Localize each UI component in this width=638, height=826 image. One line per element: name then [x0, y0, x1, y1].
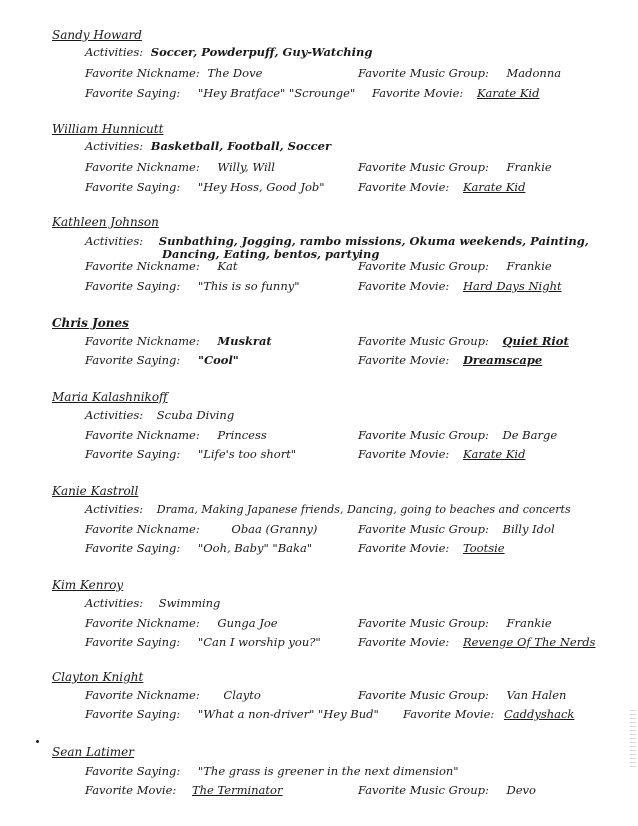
movie-row: [358, 635, 595, 649]
movie-row: [358, 353, 542, 367]
music-value: Frankie: [506, 160, 552, 174]
saying-value: "This is so funny": [197, 279, 300, 293]
nickname-label: Favorite Nickname:: [85, 160, 200, 174]
movie-label: Favorite Movie:: [358, 180, 450, 194]
music-label: Favorite Music Group:: [358, 783, 489, 797]
music-label: Favorite Music Group:: [358, 616, 489, 630]
nickname-row: [85, 428, 267, 442]
nickname-value: Willy, Will: [217, 160, 275, 174]
movie-row: [403, 707, 574, 721]
music-value: Billy Idol: [502, 522, 555, 536]
movie-value: Dreamscape: [462, 353, 543, 367]
activities-row: [85, 596, 220, 610]
saying-label: Favorite Saying:: [85, 180, 181, 194]
movie-value: Tootsie: [462, 541, 505, 555]
music-label: Favorite Music Group:: [358, 428, 489, 442]
nickname-row: [85, 688, 261, 702]
saying-label: Favorite Saying:: [85, 635, 181, 649]
saying-value: "The grass is greener in the next dimension": [197, 764, 459, 778]
student-name: Clayton Knight: [52, 670, 144, 684]
activities-row: [85, 408, 234, 422]
activities-value: Swimming: [158, 596, 221, 610]
nickname-value: Princess: [217, 428, 267, 442]
music-label: Favorite Music Group:: [358, 688, 489, 702]
movie-row: [358, 541, 505, 555]
nickname-value: Gunga Joe: [217, 616, 278, 630]
saying-label: Favorite Saying:: [85, 279, 181, 293]
activities-label: Activities:: [85, 234, 144, 248]
saying-label: Favorite Saying:: [85, 764, 181, 778]
movie-label: Favorite Movie:: [358, 279, 450, 293]
nickname-label: Favorite Nickname:: [85, 616, 200, 630]
music-row: [358, 66, 561, 80]
activities-label: Activities:: [85, 502, 144, 516]
movie-row: [372, 86, 539, 100]
saying-value: "Life's too short": [197, 447, 297, 461]
music-row: [358, 160, 552, 174]
nickname-row: [85, 66, 262, 80]
nickname-row: [85, 259, 237, 273]
music-label: Favorite Music Group:: [358, 334, 489, 348]
movie-value: Hard Days Night: [462, 279, 562, 293]
music-label: Favorite Music Group:: [358, 522, 489, 536]
movie-value: Caddyshack: [503, 707, 575, 721]
music-value: Frankie: [506, 616, 552, 630]
movie-row: [85, 783, 282, 797]
saying-label: Favorite Saying:: [85, 707, 181, 721]
movie-row: [358, 180, 525, 194]
music-label: Favorite Music Group:: [358, 160, 489, 174]
nickname-row: [85, 160, 275, 174]
activities-value: Soccer, Powderpuff, Guy-Watching: [150, 45, 373, 59]
music-label: Favorite Music Group:: [358, 259, 489, 273]
saying-row: [85, 635, 321, 649]
movie-value: Karate Kid: [462, 447, 526, 461]
nickname-label: Favorite Nickname:: [85, 522, 200, 536]
music-row: [358, 259, 552, 273]
saying-value: "Hey Bratface" "Scrounge": [197, 86, 356, 100]
activities-row: [85, 234, 589, 248]
nickname-value: Obaa (Granny): [231, 522, 318, 536]
activities-row: [85, 502, 571, 516]
saying-row: [85, 541, 312, 555]
student-name: William Hunnicutt: [52, 122, 164, 136]
movie-value: Karate Kid: [476, 86, 540, 100]
nickname-label: Favorite Nickname:: [85, 688, 200, 702]
movie-row: [358, 447, 525, 461]
saying-row: [85, 447, 296, 461]
music-value: Quiet Riot: [502, 334, 569, 348]
student-name: Chris Jones: [52, 316, 129, 330]
movie-label: Favorite Movie:: [358, 447, 450, 461]
activities-value: Sunbathing, Jogging, rambo missions, Okuma weekends, Painting,: [158, 234, 589, 248]
saying-value: "Ooh, Baby" "Baka": [197, 541, 313, 555]
nickname-value: Muskrat: [217, 334, 272, 348]
saying-label: Favorite Saying:: [85, 541, 181, 555]
student-name: Kathleen Johnson: [52, 215, 159, 229]
saying-row: [85, 353, 239, 367]
activities-label: Activities:: [85, 45, 144, 59]
movie-value: The Terminator: [191, 783, 283, 797]
movie-value: Karate Kid: [462, 180, 526, 194]
movie-label: Favorite Movie:: [403, 707, 495, 721]
nickname-row: [85, 522, 317, 536]
music-value: De Barge: [502, 428, 558, 442]
activities-value: Basketball, Football, Soccer: [150, 139, 332, 153]
music-value: Madonna: [506, 66, 562, 80]
movie-label: Favorite Movie:: [85, 783, 177, 797]
activities-label: Activities:: [85, 408, 144, 422]
student-name: Maria Kalashnikoff: [52, 390, 168, 404]
activities-label: Activities:: [85, 596, 144, 610]
student-name: Kim Kenroy: [52, 578, 124, 592]
music-row: [358, 522, 555, 536]
nickname-label: Favorite Nickname:: [85, 428, 200, 442]
music-label: Favorite Music Group:: [358, 66, 489, 80]
nickname-row: [85, 616, 278, 630]
music-value: Devo: [506, 783, 536, 797]
saying-value: "Can I worship you?": [197, 635, 321, 649]
activities-label: Activities:: [85, 139, 144, 153]
saying-row: [85, 180, 325, 194]
student-name: Kanie Kastroll: [52, 484, 139, 498]
nickname-value: Kat: [217, 259, 238, 273]
nickname-value: The Dove: [207, 66, 263, 80]
saying-row: [85, 279, 300, 293]
movie-label: Favorite Movie:: [372, 86, 464, 100]
music-value: Van Halen: [506, 688, 567, 702]
activities-row: [85, 45, 372, 59]
music-row: [358, 783, 536, 797]
nickname-value: Clayto: [223, 688, 261, 702]
saying-label: Favorite Saying:: [85, 86, 181, 100]
nickname-label: Favorite Nickname:: [85, 66, 200, 80]
nickname-row: [85, 334, 272, 348]
margin-mark: [36, 740, 39, 743]
saying-row: [85, 86, 355, 100]
student-name: Sandy Howard: [52, 28, 142, 42]
music-row: [358, 688, 566, 702]
music-value: Frankie: [506, 259, 552, 273]
activities-value: Drama, Making Japanese friends, Dancing, going to beaches and concerts: [156, 503, 571, 516]
movie-row: [358, 279, 562, 293]
nickname-label: Favorite Nickname:: [85, 334, 200, 348]
music-row: [358, 428, 557, 442]
movie-label: Favorite Movie:: [358, 353, 450, 367]
saying-row: [85, 764, 459, 778]
saying-label: Favorite Saying:: [85, 353, 181, 367]
movie-label: Favorite Movie:: [358, 635, 450, 649]
activities-value: Scuba Diving: [156, 408, 235, 422]
activities-value-continued: Dancing, Eating, bentos, partying: [162, 247, 380, 261]
music-row: [358, 616, 552, 630]
movie-value: Revenge Of The Nerds: [462, 635, 596, 649]
music-row: [358, 334, 569, 348]
saying-label: Favorite Saying:: [85, 447, 181, 461]
nickname-label: Favorite Nickname:: [85, 259, 200, 273]
student-name: Sean Latimer: [52, 745, 135, 759]
activities-row: [85, 139, 331, 153]
movie-label: Favorite Movie:: [358, 541, 450, 555]
scan-noise: [630, 710, 636, 770]
saying-row: [85, 707, 379, 721]
saying-value: "Cool": [197, 353, 239, 367]
saying-value: "Hey Hoss, Good Job": [197, 180, 325, 194]
saying-value: "What a non-driver" "Hey Bud": [197, 707, 379, 721]
